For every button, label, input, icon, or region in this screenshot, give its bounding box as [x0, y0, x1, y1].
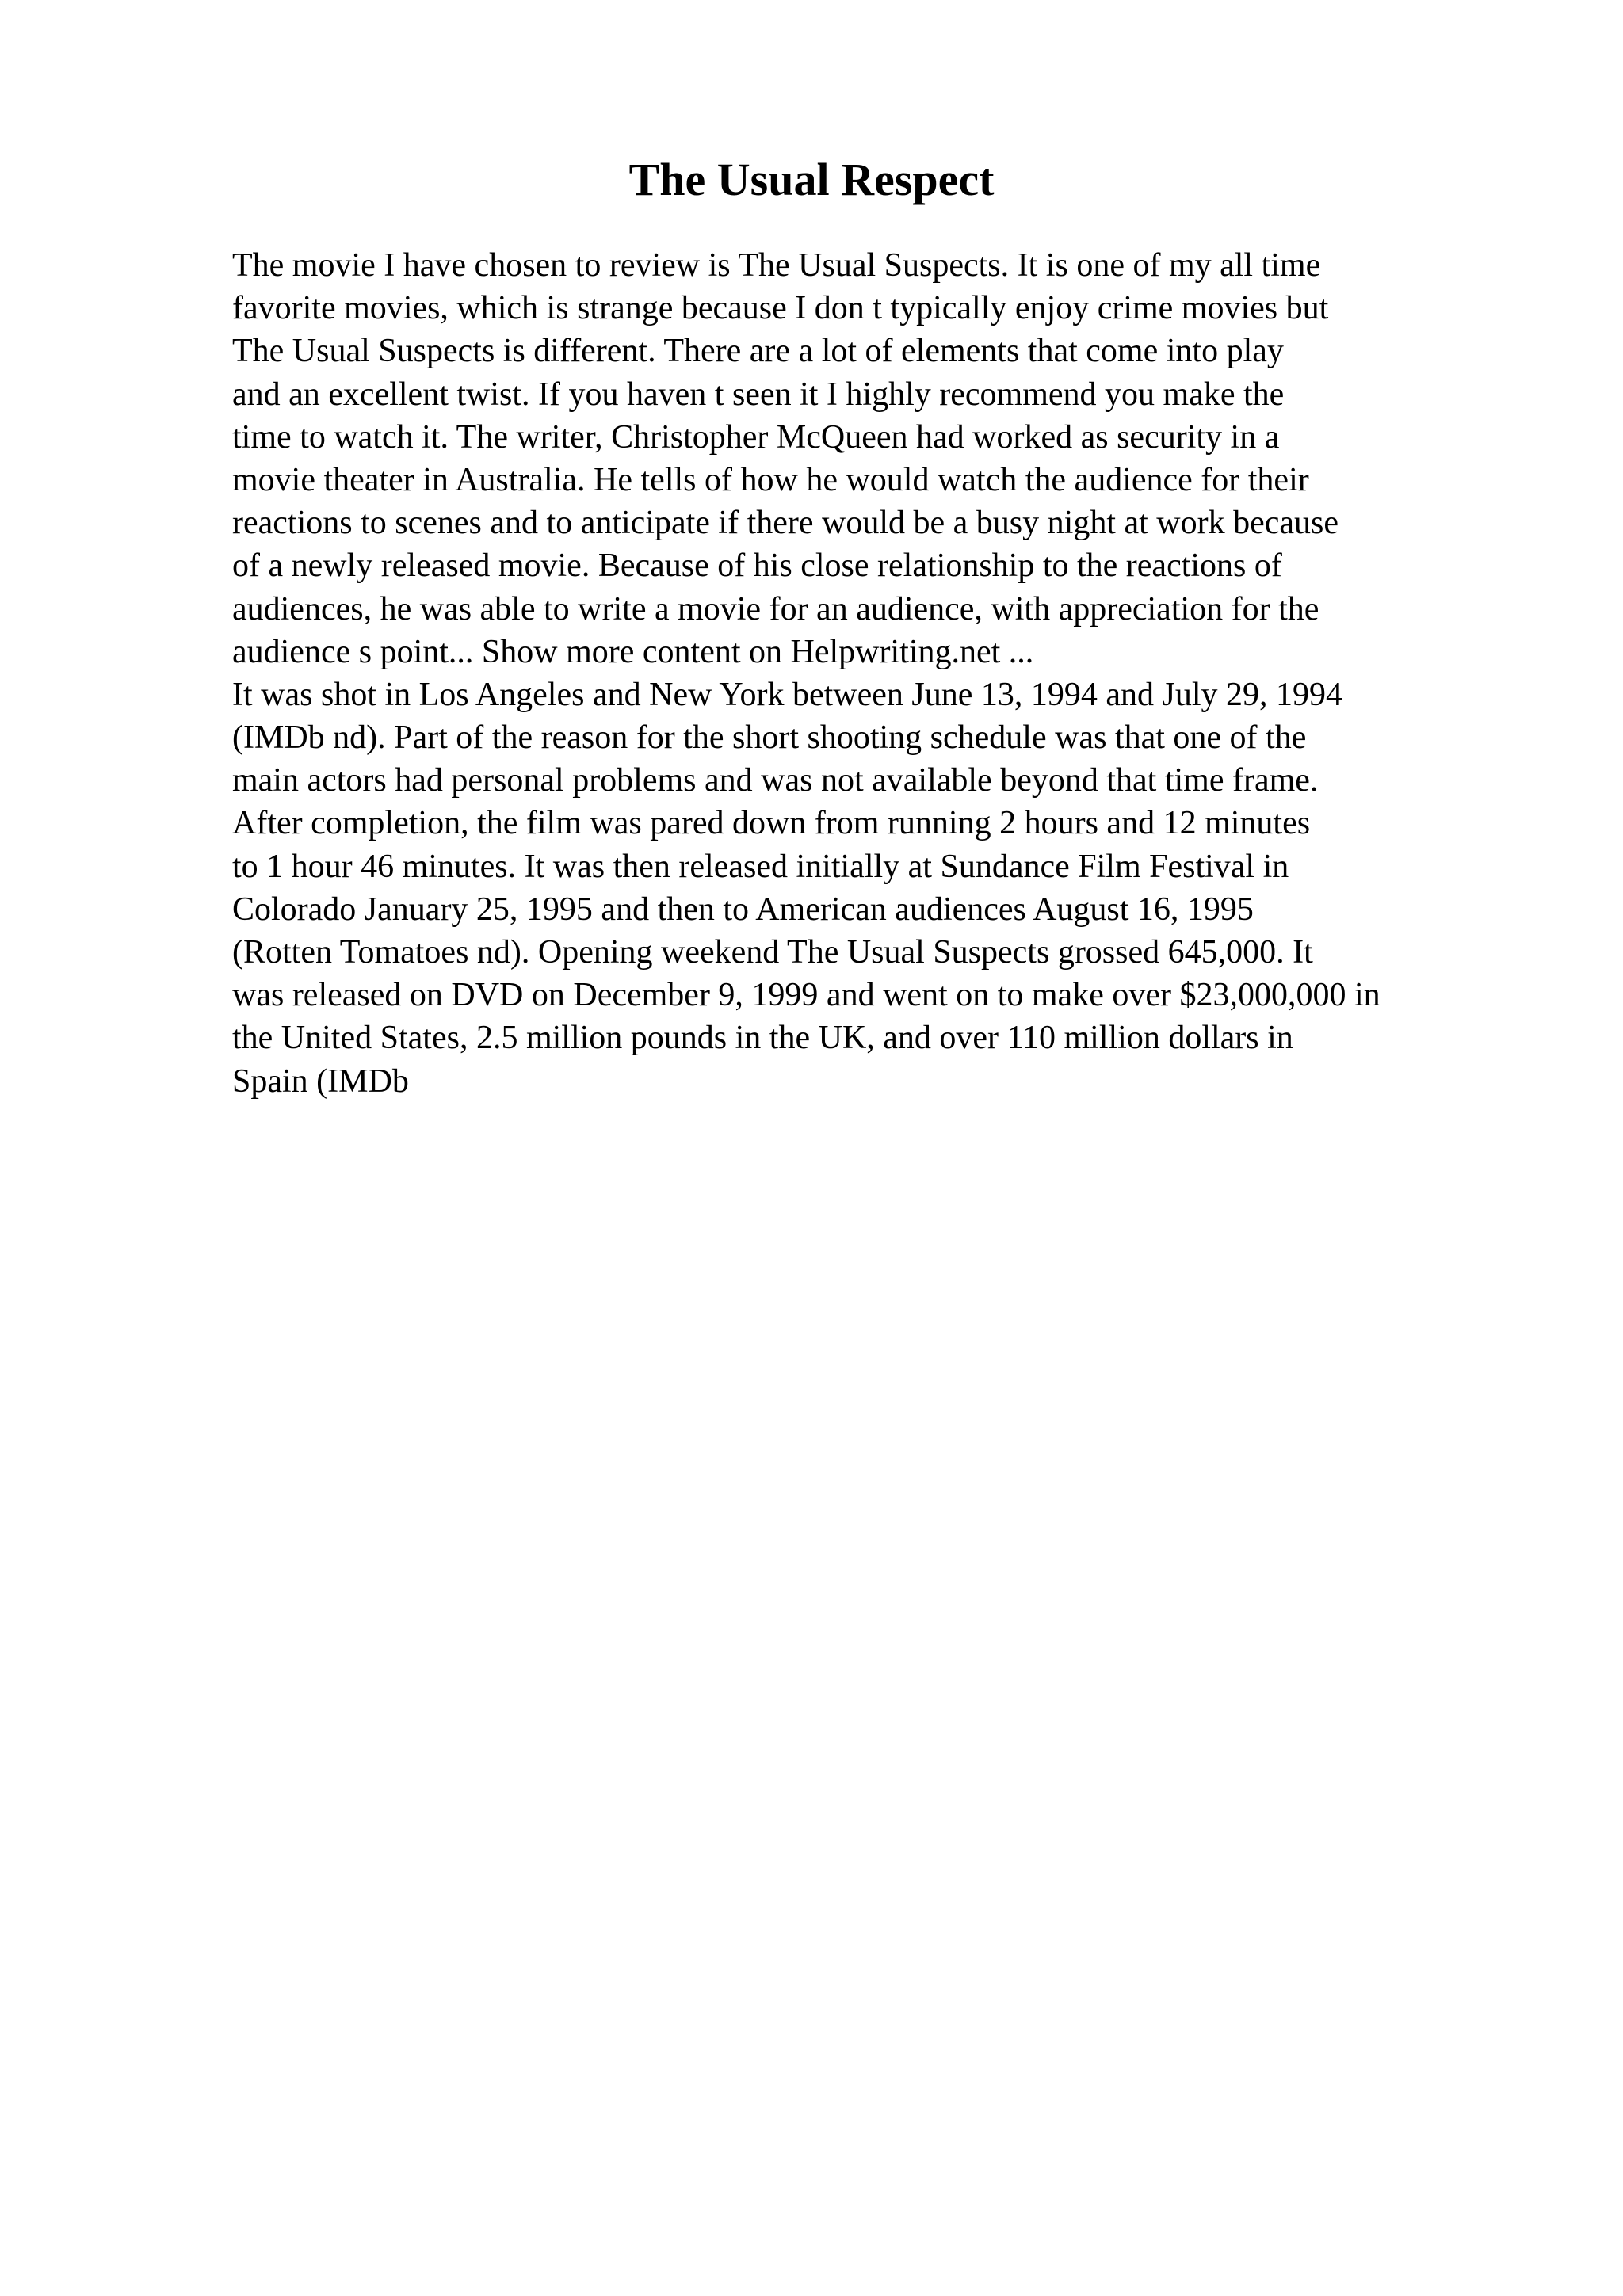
body-line: (IMDb nd). Part of the reason for the short shooting schedule was that one of the: [232, 719, 1307, 757]
body-line: main actors had personal problems and was not available beyond that time frame.: [232, 762, 1319, 799]
body-line: audiences, he was able to write a movie for an audience, with appreciation for the: [232, 590, 1319, 627]
document-title: The Usual Respect: [628, 154, 995, 205]
body-line: It was shot in Los Angeles and New York between June 13, 1994 and July 29, 1994: [232, 676, 1343, 713]
body-line: was released on DVD on December 9, 1999 and went on to make over $23,000,000 in: [232, 977, 1381, 1014]
body-line: After completion, the film was pared down from running 2 hours and 12 minutes: [232, 805, 1311, 842]
body-line: reactions to scenes and to anticipate if there would be a busy night at work because: [232, 505, 1339, 542]
body-line: (Rotten Tomatoes nd). Opening weekend The Usual Suspects grossed 645,000. It: [232, 934, 1313, 971]
body-line: movie theater in Australia. He tells of how he would watch the audience for their: [232, 461, 1309, 498]
body-line: Colorado January 25, 1995 and then to American audiences August 16, 1995: [232, 891, 1254, 928]
body-line: of a newly released movie. Because of his close relationship to the reactions of: [232, 547, 1282, 585]
document-body: [232, 244, 1532, 1103]
body-line: the United States, 2.5 million pounds in the UK, and over 110 million dollars in: [232, 1020, 1293, 1057]
body-line: The movie I have chosen to review is The Usual Suspects. It is one of my all time: [232, 247, 1321, 284]
body-line: and an excellent twist. If you haven t seen it I highly recommend you make the: [232, 376, 1285, 413]
body-line: time to watch it. The writer, Christopher McQueen had worked as security in a: [232, 418, 1280, 456]
body-line: audience s point... Show more content on Helpwriting.net ...: [232, 633, 1034, 670]
body-line: Spain (IMDb: [232, 1062, 409, 1100]
body-line: The Usual Suspects is different. There are a lot of elements that come into play: [232, 333, 1284, 370]
body-line: favorite movies, which is strange because I don t typically enjoy crime movies but: [232, 290, 1329, 327]
body-line: to 1 hour 46 minutes. It was then released initially at Sundance Film Festival in: [232, 848, 1289, 885]
